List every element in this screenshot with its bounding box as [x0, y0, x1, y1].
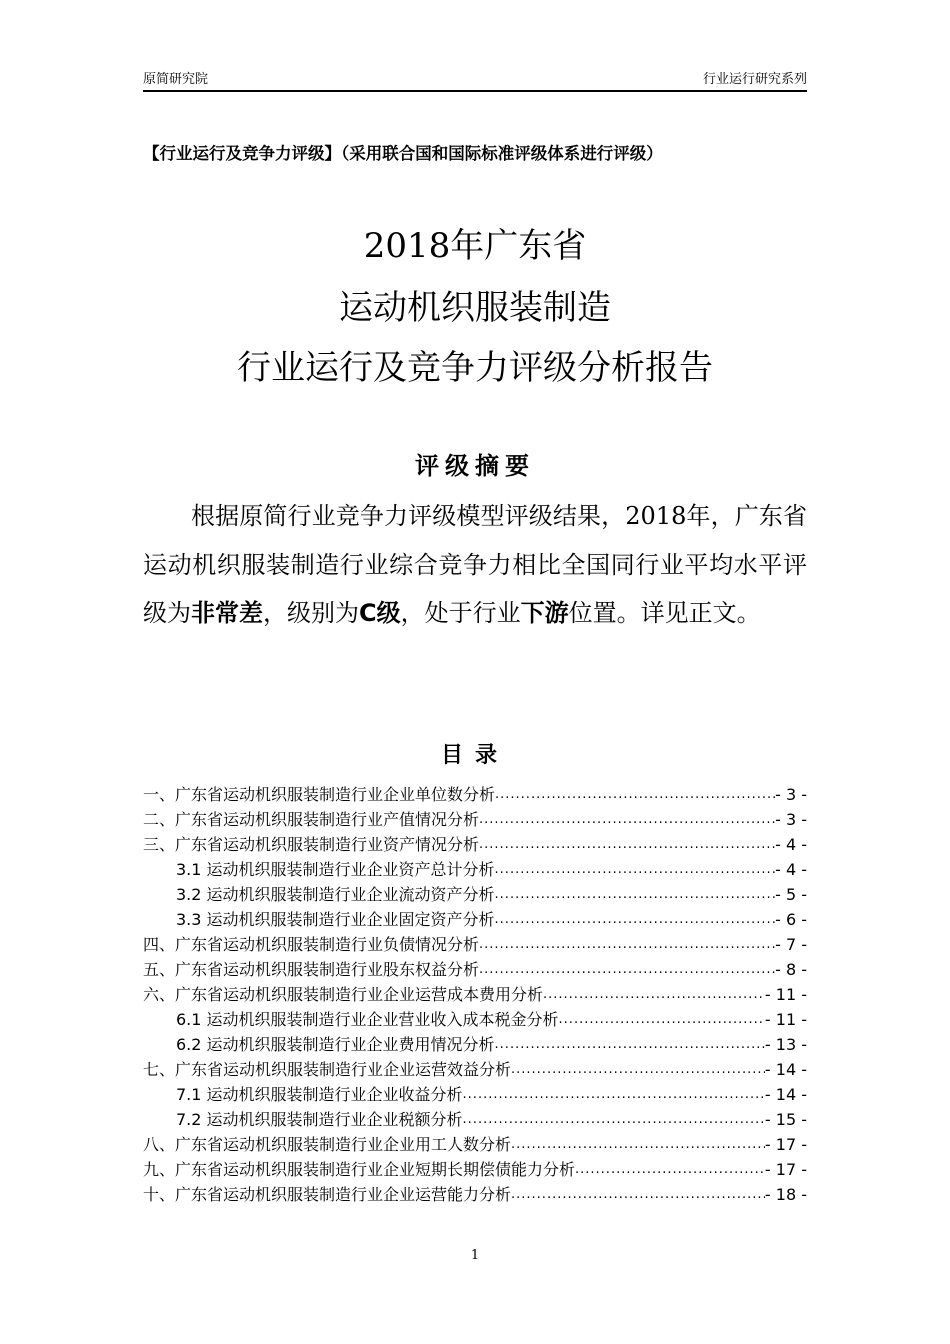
- toc-entry-label: 7.1 运动机织服装制造行业企业收益分析: [176, 1085, 463, 1104]
- toc-entry-label: 四、广东省运动机织服装制造行业负债情况分析: [143, 935, 480, 954]
- toc-entry[interactable]: [143, 1107, 807, 1132]
- toc-entry-label: 3.2 运动机织服装制造行业企业流动资产分析: [176, 885, 495, 904]
- toc-entry[interactable]: [143, 807, 807, 832]
- abstract-text: 根据原简行业竞争力评级模型评级结果，2018年，广东省运动机织服装制造行业综合竞争力相比全国同行业平均水平评级为: [143, 502, 807, 627]
- toc-leader-dots: [479, 807, 775, 832]
- toc-leader-dots: [511, 1057, 765, 1082]
- toc-entry-label: 一、广东省运动机织服装制造行业企业单位数分析: [143, 785, 496, 804]
- abstract-text: 位置。详见正文。: [568, 599, 761, 627]
- toc-entry[interactable]: [143, 932, 807, 957]
- toc-entry-page: - 13 -: [764, 1035, 807, 1054]
- toc-entry-label: 3.1 运动机织服装制造行业企业资产总计分析: [176, 860, 495, 879]
- rating-text: 非常差: [191, 599, 263, 627]
- toc-entry-page: - 4 -: [775, 860, 807, 879]
- abstract-heading: 评级摘要: [415, 452, 535, 480]
- toc-leader-dots: [495, 1032, 765, 1057]
- toc-entry-page: - 3 -: [775, 785, 807, 804]
- toc-entry-page: - 11 -: [764, 985, 807, 1004]
- toc-entry[interactable]: [143, 782, 807, 807]
- toc-entry[interactable]: [143, 1032, 807, 1057]
- header-org: 原简研究院: [143, 72, 209, 87]
- position-text: 下游: [520, 599, 569, 627]
- toc-leader-dots: [479, 932, 775, 957]
- toc-entry-label: 十、广东省运动机织服装制造行业企业运营能力分析: [143, 1185, 512, 1204]
- toc-entry-page: - 15 -: [764, 1110, 807, 1129]
- toc-leader-dots: [511, 1182, 765, 1207]
- header-series: 行业运行研究系列: [702, 72, 807, 87]
- toc-entry-page: - 18 -: [764, 1185, 807, 1204]
- toc-entry[interactable]: [143, 1132, 807, 1157]
- toc-entry[interactable]: [143, 957, 807, 982]
- toc-leader-dots: [463, 1107, 765, 1132]
- toc-leader-dots: [511, 1132, 765, 1157]
- toc-entry[interactable]: [143, 1157, 807, 1182]
- toc-heading: 目录: [440, 743, 509, 768]
- toc-entry-label: 三、广东省运动机织服装制造行业资产情况分析: [143, 835, 480, 854]
- toc-leader-dots: [479, 957, 775, 982]
- toc-entry[interactable]: [143, 857, 807, 882]
- report-tagline: 【行业运行及竞争力评级】（采用联合国和国际标准评级体系进行评级）: [143, 144, 663, 163]
- toc-entry[interactable]: [143, 1182, 807, 1207]
- toc-entry[interactable]: [143, 982, 807, 1007]
- page-header: [143, 68, 807, 92]
- toc-entry-label: 五、广东省运动机织服装制造行业股东权益分析: [143, 960, 480, 979]
- abstract-text: ，处于行业: [400, 599, 521, 627]
- toc-leader-dots: [559, 1007, 765, 1032]
- toc-entry-label: 二、广东省运动机织服装制造行业产值情况分析: [143, 810, 480, 829]
- toc-entry-page: - 4 -: [775, 835, 807, 854]
- toc-entry-label: 3.3 运动机织服装制造行业企业固定资产分析: [176, 910, 495, 929]
- toc-entry[interactable]: [143, 907, 807, 932]
- toc-entry-page: - 3 -: [775, 810, 807, 829]
- toc-entry[interactable]: [143, 882, 807, 907]
- abstract-text: ，级别为: [263, 599, 359, 627]
- title-line-2: 运动机织服装制造: [339, 288, 611, 328]
- toc-entry-label: 九、广东省运动机织服装制造行业企业短期长期偿债能力分析: [143, 1160, 576, 1179]
- toc-entry[interactable]: [143, 1057, 807, 1082]
- abstract-paragraph: [143, 492, 807, 638]
- toc-leader-dots: [495, 782, 775, 807]
- toc-entry[interactable]: [143, 832, 807, 857]
- toc-leader-dots: [495, 907, 776, 932]
- title-line-3: 行业运行及竞争力评级分析报告: [237, 348, 713, 388]
- toc-entry-page: - 14 -: [764, 1085, 807, 1104]
- toc-entry-page: - 14 -: [764, 1060, 807, 1079]
- toc-entry-label: 6.2 运动机织服装制造行业企业费用情况分析: [176, 1035, 495, 1054]
- toc-entry-label: 六、广东省运动机织服装制造行业企业运营成本费用分析: [143, 985, 544, 1004]
- toc-leader-dots: [479, 832, 775, 857]
- level-text: C级: [359, 599, 401, 627]
- toc-leader-dots: [495, 857, 776, 882]
- toc-leader-dots: [575, 1157, 765, 1182]
- table-of-contents: [143, 782, 807, 1207]
- toc-entry-page: - 17 -: [764, 1160, 807, 1179]
- toc-entry-label: 6.1 运动机织服装制造行业企业营业收入成本税金分析: [176, 1010, 559, 1029]
- title-line-1: 2018年广东省: [363, 226, 587, 266]
- toc-leader-dots: [463, 1082, 765, 1107]
- toc-leader-dots: [495, 882, 776, 907]
- toc-entry-page: - 11 -: [764, 1010, 807, 1029]
- toc-entry-label: 八、广东省运动机织服装制造行业企业用工人数分析: [143, 1135, 512, 1154]
- toc-entry-label: 7.2 运动机织服装制造行业企业税额分析: [176, 1110, 463, 1129]
- toc-entry-label: 七、广东省运动机织服装制造行业企业运营效益分析: [143, 1060, 512, 1079]
- page-number: 1: [470, 1248, 480, 1263]
- toc-entry[interactable]: [143, 1007, 807, 1032]
- toc-entry-page: - 6 -: [775, 910, 807, 929]
- toc-entry-page: - 8 -: [775, 960, 807, 979]
- toc-entry[interactable]: [143, 1082, 807, 1107]
- toc-entry-page: - 17 -: [764, 1135, 807, 1154]
- toc-entry-page: - 7 -: [775, 935, 807, 954]
- toc-entry-page: - 5 -: [775, 885, 807, 904]
- toc-leader-dots: [543, 982, 765, 1007]
